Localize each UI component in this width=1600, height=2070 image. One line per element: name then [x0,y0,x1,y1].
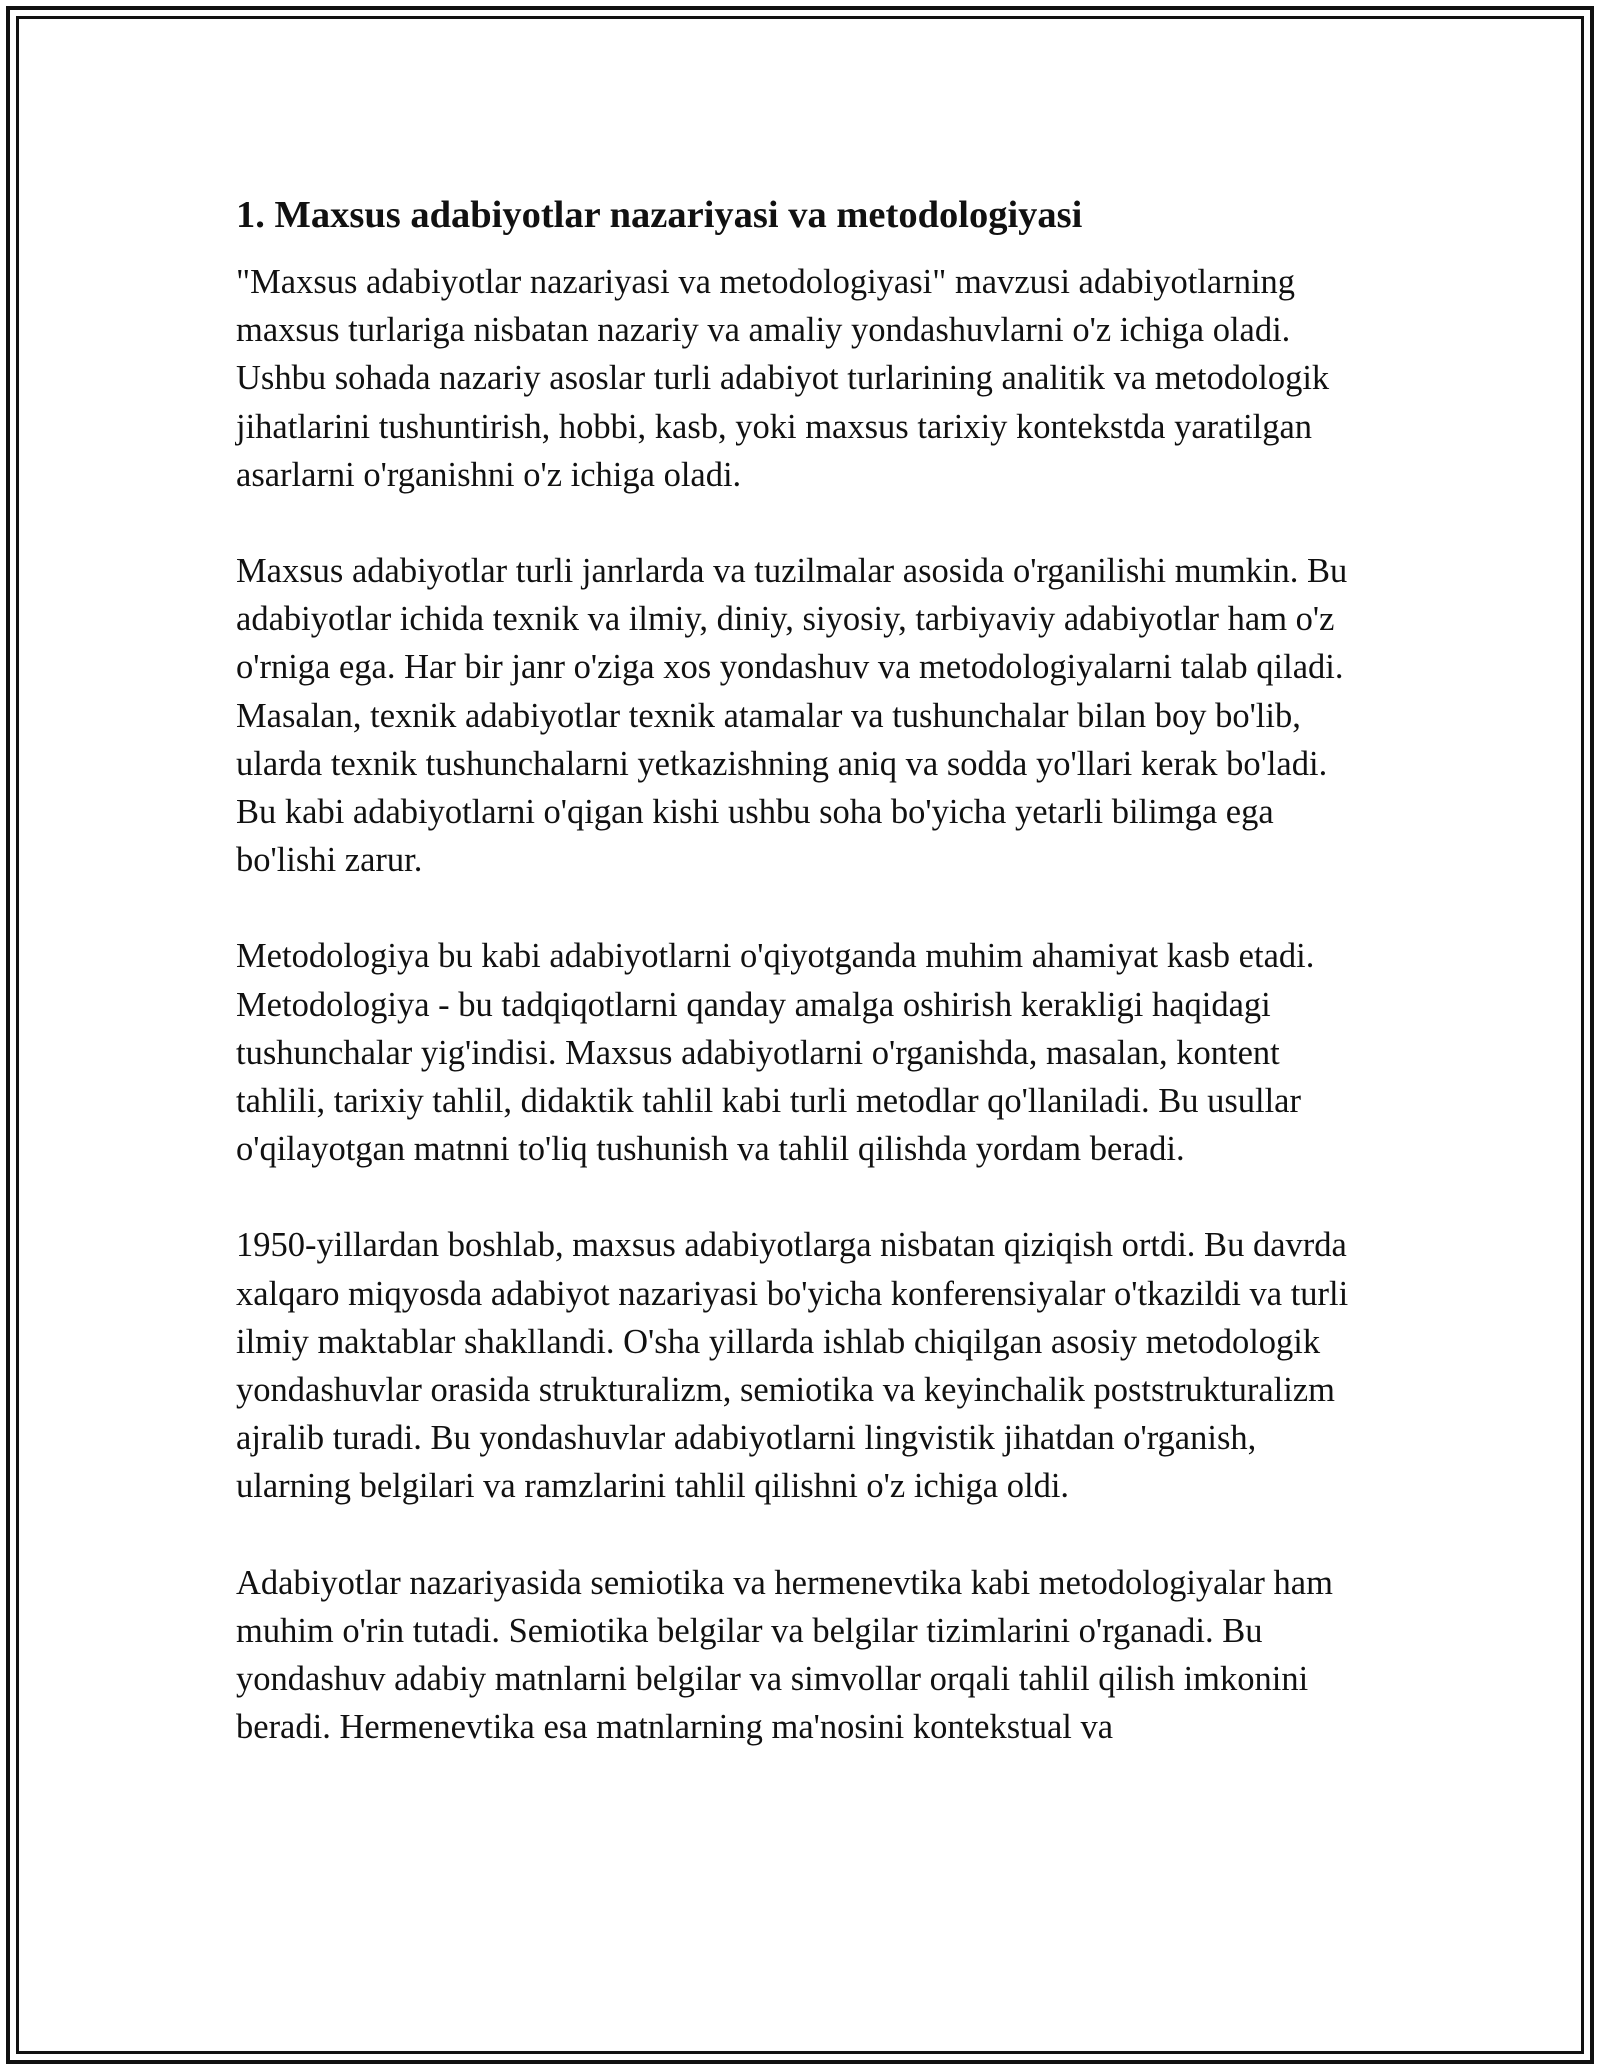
section-heading: 1. Maxsus adabiyotlar nazariyasi va metodologiyasi [236,194,1083,236]
paragraph-methodology: Metodologiya bu kabi adabiyotlarni o'qiyotganda muhim ahamiyat kasb etadi. Metodologiya - bu tadqiqotlarni qanday amalga oshirish kerakligi haqidagi tushunchalar yig'indisi. Maxsus adabiyotlarni o'rganishda, masalan, kontent tahlili, tarixiy tahlil, didaktik tahlil kabi turli metodlar qo'llaniladi. Bu usullar o'qilayotgan matnni to'liq tushunish va tahlil qilishda yordam beradi. [236,937,1315,1169]
paragraph-intro: "Maxsus adabiyotlar nazariyasi va metodologiyasi" mavzusi adabiyotlarning maxsus turlariga nisbatan nazariy va amaliy yondashuvlarni o'z ichiga oladi. Ushbu sohada nazariy asoslar turli adabiyot turlarining analitik va metodologik jihatlarini tushuntirish, hobbi, kasb, yoki maxsus tarixiy kontekstda yaratilgan asarlarni o'rganishni o'z ichiga oladi. [236,263,1330,494]
document-body [236,186,1366,1799]
paragraph-history: 1950-yillardan boshlab, maxsus adabiyotlarga nisbatan qiziqish ortdi. Bu davrda xalqaro miqyosda adabiyot nazariyasi bo'yicha konferensiyalar o'tkazildi va turli ilmiy maktablar shakllandi. O'sha yillarda ishlab chiqilgan asosiy metodologik yondashuvlar orasida strukturalizm, semiotika va keyinchalik poststrukturalizm ajralib turadi. Bu yondashuvlar adabiyotlarni lingvistik jihatdan o'rganish, ularning belgilari va ramzlarini tahlil qilishni o'z ichiga oldi. [236,1226,1349,1506]
paragraph-semiotics: Adabiyotlar nazariyasida semiotika va hermenevtika kabi metodologiyalar ham muhim o'rin tutadi. Semiotika belgilar va belgilar tizimlarini o'rganadi. Bu yondashuv adabiy matnlarni belgilar va simvollar orqali tahlil qilish imkonini beradi. Hermenevtika esa matnlarning ma'nosini kontekstual va [236,1563,1333,1747]
paragraph-genres: Maxsus adabiyotlar turli janrlarda va tuzilmalar asosida o'rganilishi mumkin. Bu adabiyotlar ichida texnik va ilmiy, diniy, siyosiy, tarbiyaviy adabiyotlar ham o'z o'rniga ega. Har bir janr o'ziga xos yondashuv va metodologiyalarni talab qiladi. Masalan, texnik adabiyotlar texnik atamalar va tushunchalar bilan boy bo'lib, ularda texnik tushunchalarni yetkazishning aniq va sodda yo'llari kerak bo'ladi. Bu kabi adabiyotlarni o'qigan kishi ushbu soha bo'yicha yetarli bilimga ega bo'lishi zarur. [236,552,1348,880]
